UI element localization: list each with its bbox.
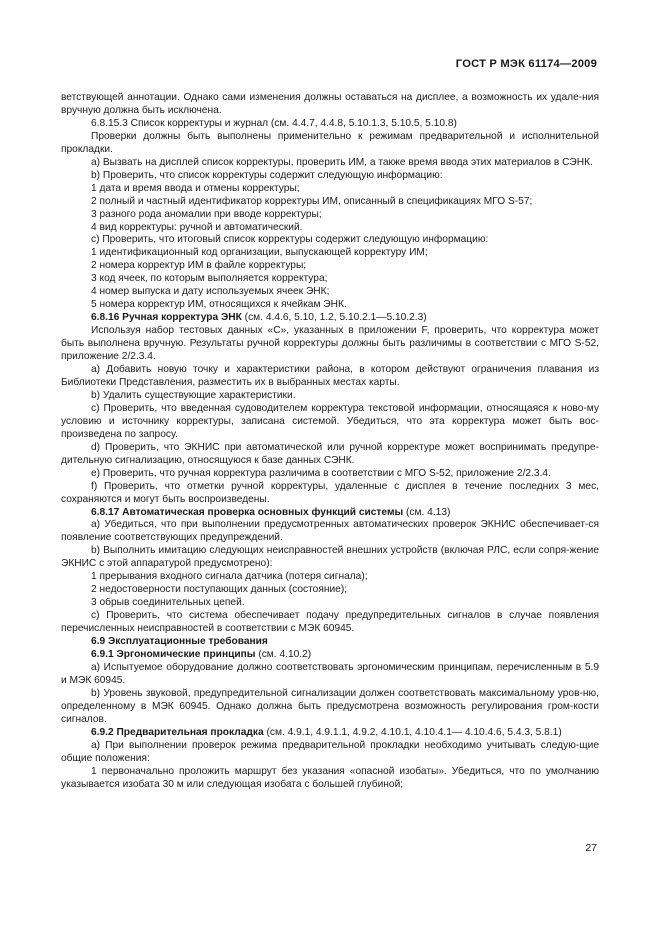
- paragraph-text: 4 вид корректуры: ручной и автоматический.: [91, 221, 303, 233]
- paragraph: [61, 325, 599, 364]
- paragraph-text: b) Проверить, что список корректуры содержит следующую информацию:: [91, 169, 443, 181]
- paragraph: [61, 597, 599, 610]
- paragraph: [61, 636, 599, 649]
- paragraph: [61, 247, 599, 260]
- paragraph-text: а) При выполнении проверок режима предварительной прокладки необходимо учитывать следую-щие общие положения:: [61, 739, 599, 764]
- paragraph-text: 6.8.15.3 Список корректуры и журнал (см. 4.4.7, 4.4.8, 5.10.1.3, 5.10.5, 5.10.8): [91, 117, 457, 129]
- paragraph-text: 2 полный и частный идентификатор корректуры ИМ, описанный в спецификациях МГО S-57;: [91, 195, 533, 207]
- paragraph-text: Используя набор тестовых данных «С», указанных в приложении F, проверить, что корректура может быть выполнена вручную. Результаты ручной корректуры должны быть различимы в соответствии с МГО S-52, приложение 2/2.3.4.: [61, 325, 599, 363]
- paragraph-text: (см. 4.9.1, 4.9.1.1, 4.9.2, 4.10.1, 4.10.4.1— 4.10.4.6, 5.4.3, 5.8.1): [263, 726, 562, 738]
- paragraph-text: b) Выполнить имитацию следующих неисправностей внешних устройств (включая РЛС, если сопря-жение ЭКНИС с этой аппаратурой предусмотрено):: [61, 545, 599, 570]
- paragraph: [61, 403, 599, 442]
- paragraph: [61, 260, 599, 273]
- paragraph: [61, 118, 599, 131]
- paragraph-text: (см. 4.13): [403, 506, 451, 518]
- paragraph-text: е) Проверить, что ручная корректура различима в соответствии с МГО S-52, приложение 2/2.3.4.: [91, 467, 551, 479]
- paragraph-text: f) Проверить, что отметки ручной корректуры, удаленные с дисплея в течение последних 3 мес, сохраняются и могут быть воспроизведены.: [61, 480, 599, 505]
- paragraph: [61, 662, 599, 688]
- paragraph-text: а) Добавить новую точку и характеристики района, в котором действуют ограничения плавания из Библиотеки Представления, разместить их в выбранных местах карты.: [61, 364, 599, 388]
- paragraph-text: b) Уровень звуковой, предупредительной сигнализации должен соответствовать максимальному уров-ню, определенному в МЭК 60945. Однако должна быть предусмотрена возможность регулирования гром-кости сигналов.: [61, 687, 599, 725]
- paragraph: [61, 545, 599, 571]
- paragraph: [61, 610, 599, 636]
- paragraph-text: 2 недостоверности поступающих данных (состояние);: [91, 584, 348, 596]
- section-heading: 6.9.2 Предварительная прокладка: [91, 726, 264, 738]
- paragraph-text: d) Проверить, что ЭКНИС при автоматической или ручной корректуре может воспринимать предупре-дительную сигнализацию, относящуюся к базе данных СЭНК.: [61, 441, 599, 466]
- paragraph: [61, 688, 599, 727]
- paragraph: [61, 183, 599, 196]
- paragraph-text: а) Испытуемое оборудование должно соответствовать эргономическим принципам, перечисленным в 5.9 и МЭК 60945.: [61, 661, 599, 686]
- paragraph: [61, 364, 599, 390]
- paragraph-text: 3 разного рода аномалии при вводе корректуры;: [91, 208, 322, 220]
- paragraph: [61, 740, 599, 766]
- standard-header: ГОСТ Р МЭК 61174—2009: [455, 58, 597, 70]
- paragraph-text: 4 номер выпуска и дату используемых ячеек ЭНК;: [91, 286, 330, 298]
- paragraph: [61, 196, 599, 209]
- paragraph-text: (см. 4.4.6, 5.10, 1.2, 5.10.2.1—5.10.2.3): [241, 312, 427, 324]
- paragraph: [61, 222, 599, 235]
- paragraph: [61, 286, 599, 299]
- paragraph-text: b) Удалить существующие характеристики.: [91, 389, 296, 401]
- paragraph-text: 1 дата и время ввода и отмены корректуры;: [91, 182, 300, 194]
- paragraph-text: с) Проверить, что итоговый список корректуры содержит следующую информацию:: [91, 234, 489, 246]
- paragraph: [61, 209, 599, 222]
- paragraph-text: а) Убедиться, что при выполнении предусмотренных автоматических проверок ЭКНИС обеспечивает-ся появление соответствующих предупреждений.: [61, 519, 599, 544]
- paragraph-text: 3 код ячеек, по которым выполняется корректура;: [91, 273, 328, 285]
- paragraph: [61, 131, 599, 157]
- paragraph: [61, 390, 599, 403]
- paragraph: [61, 92, 599, 118]
- paragraph-text: 1 идентификационный код организации, выпускающей корректуру ИМ;: [91, 247, 428, 259]
- paragraph: [61, 299, 599, 312]
- paragraph: [61, 442, 599, 468]
- paragraph: [61, 727, 599, 740]
- paragraph-text: 1 прерывания входного сигнала датчика (потеря сигнала);: [91, 571, 368, 583]
- paragraph: [61, 766, 599, 792]
- paragraph-text: с) Проверить, что система обеспечивает подачу предупредительных сигналов в случае появления перечисленных неисправностей в соответствии с МЭК 60945.: [61, 610, 599, 635]
- paragraph-text: Проверки должны быть выполнены применительно к режимам предварительной и исполнительной прокладки.: [61, 130, 599, 155]
- paragraph-text: а) Вызвать на дисплей список корректуры, проверить ИМ, а также время ввода этих материалов в СЭНК.: [91, 156, 593, 168]
- paragraph: [61, 571, 599, 584]
- paragraph-text: с) Проверить, что введенная судоводителем корректура текстовой информации, относящаяся к ново-му условию и источнику корректуры, записана системой. Убедиться, что эта корректура может быть вос-произведена по запросу.: [61, 402, 599, 440]
- paragraph: [61, 170, 599, 183]
- paragraph-text: 1 первоначально проложить маршрут без указания «опасной изобаты». Убедиться, что по умолчанию указывается изобата 30 м или следующая изобата с большей глубиной;: [61, 765, 599, 790]
- paragraph: [61, 234, 599, 247]
- section-heading: 6.9 Эксплуатационные требования: [91, 636, 268, 648]
- page-number: 27: [585, 842, 597, 854]
- paragraph-text: 5 номера корректур ИМ, относящихся к ячейкам ЭНК.: [91, 299, 347, 311]
- section-heading: 6.8.16 Ручная корректура ЭНК: [91, 312, 242, 324]
- paragraph: [61, 312, 599, 325]
- paragraph: [61, 481, 599, 507]
- paragraph-text: ветствующей аннотации. Однако сами изменения должны оставаться на дисплее, а возможность их удале-ния вручную должна быть исключена.: [61, 92, 599, 116]
- section-heading: 6.9.1 Эргономические принципы: [91, 648, 256, 660]
- paragraph: [61, 519, 599, 545]
- document-body: [61, 92, 599, 791]
- paragraph: [61, 649, 599, 662]
- paragraph: [61, 584, 599, 597]
- paragraph: [61, 468, 599, 481]
- paragraph-text: (см. 4.10.2): [255, 648, 312, 660]
- paragraph-text: 3 обрыв соединительных цепей.: [91, 597, 245, 609]
- paragraph: [61, 157, 599, 170]
- paragraph: [61, 273, 599, 286]
- paragraph: [61, 507, 599, 520]
- paragraph-text: 2 номера корректур ИМ в файле корректуры;: [91, 260, 307, 272]
- section-heading: 6.8.17 Автоматическая проверка основных функций системы: [91, 506, 404, 518]
